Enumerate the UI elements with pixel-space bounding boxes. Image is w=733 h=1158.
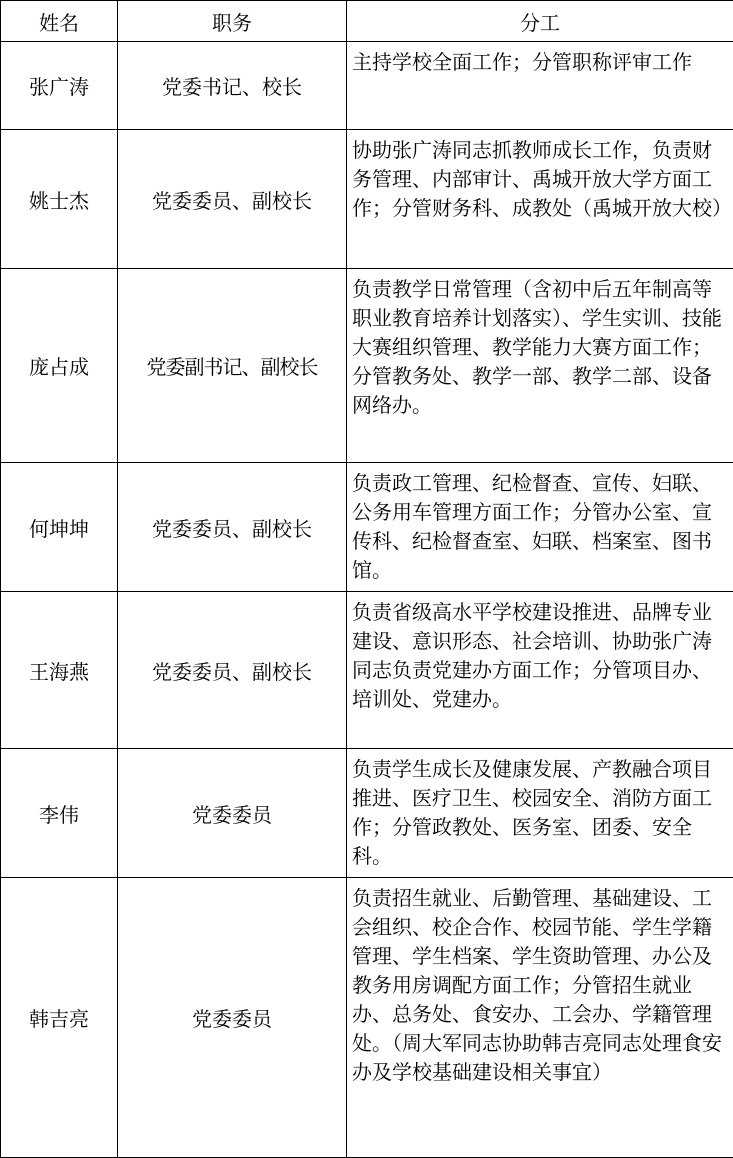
cell-name: 王海燕: [1, 592, 118, 749]
table-row: [1, 42, 733, 130]
cell-position: 党委副书记、副校长: [118, 269, 347, 463]
header-name: 姓名: [1, 1, 118, 42]
table-row: [1, 463, 733, 592]
cell-duties: 主持学校全面工作；分管职称评审工作: [347, 42, 733, 130]
cell-duties: 负责省级高水平学校建设推进、品牌专业建设、意识形态、社会培训、协助张广涛同志负责党建办方面工作；分管项目办、培训处、党建办。: [347, 592, 733, 749]
cell-name: 庞占成: [1, 269, 118, 463]
header-row: [1, 1, 733, 42]
cell-position: 党委委员、副校长: [118, 130, 347, 269]
table-row: [1, 878, 733, 1158]
cell-duties: 负责学生成长及健康发展、产教融合项目推进、医疗卫生、校园安全、消防方面工作；分管政教处、医务室、团委、安全科。: [347, 749, 733, 878]
cell-name: 张广涛: [1, 42, 118, 130]
table-row: [1, 749, 733, 878]
cell-name: 何坤坤: [1, 463, 118, 592]
cell-duties: 负责教学日常管理（含初中后五年制高等职业教育培养计划落实）、学生实训、技能大赛组织管理、教学能力大赛方面工作；分管教务处、教学一部、教学二部、设备网络办。: [347, 269, 733, 463]
cell-name: 韩吉亮: [1, 878, 118, 1158]
table-row: [1, 269, 733, 463]
cell-position: 党委委员、副校长: [118, 463, 347, 592]
cell-position: 党委委员: [118, 878, 347, 1158]
cell-position: 党委书记、校长: [118, 42, 347, 130]
cell-position: 党委委员、副校长: [118, 592, 347, 749]
table-row: [1, 130, 733, 269]
table-row: [1, 592, 733, 749]
header-duties: 分工: [347, 1, 733, 42]
cell-duties: 负责招生就业、后勤管理、基础建设、工会组织、校企合作、校园节能、学生学籍管理、学生档案、学生资助管理、办公及教务用房调配方面工作；分管招生就业办、总务处、食安办、工会办、学籍管理处。（周大军同志协助韩吉亮同志处理食安办及学校基础建设相关事宜）: [347, 878, 733, 1158]
cell-duties: 负责政工管理、纪检督查、宣传、妇联、公务用车管理方面工作；分管办公室、宣传科、纪检督查室、妇联、档案室、图书馆。: [347, 463, 733, 592]
cell-name: 李伟: [1, 749, 118, 878]
cell-position: 党委委员: [118, 749, 347, 878]
header-position: 职务: [118, 1, 347, 42]
cell-duties: 协助张广涛同志抓教师成长工作，负责财务管理、内部审计、禹城开放大学方面工作；分管财务科、成教处（禹城开放大校）: [347, 130, 733, 269]
cell-name: 姚士杰: [1, 130, 118, 269]
